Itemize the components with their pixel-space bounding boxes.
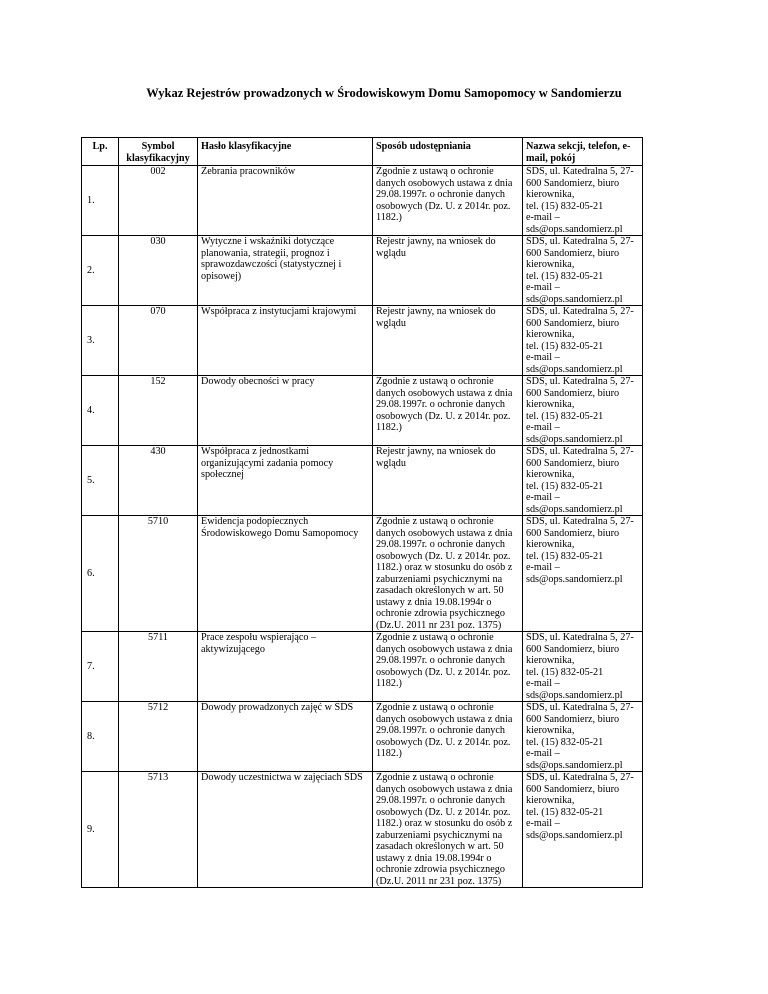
cell-haslo: Współpraca z instytucjami krajowymi bbox=[198, 306, 373, 376]
cell-sposob: Zgodnie z ustawą o ochronie danych osobowych ustawa z dnia 29.08.1997r. o ochronie danych osobowych (Dz. U. z 2014r. poz. 1182.) oraz w stosunku do osób z zaburzeniami psychicznymi na zasadach określonych w art. 50 ustawy z dnia 19.08.1994r o ochronie zdrowia psychicznego (Dz.U. 2011 nr 231 poz. 1375) bbox=[373, 516, 523, 632]
cell-nazwa: ŚDS, ul. Katedralna 5, 27-600 Sandomierz, biuro kierownika, tel. (15) 832-05-21 e-mail – sds@ops.sandomierz.pl bbox=[523, 632, 643, 702]
cell-nazwa: ŚDS, ul. Katedralna 5, 27-600 Sandomierz, biuro kierownika, tel. (15) 832-05-21 e-mail – sds@ops.sandomierz.pl bbox=[523, 702, 643, 772]
cell-nazwa: ŚDS, ul. Katedralna 5, 27-600 Sandomierz, biuro kierownika, tel. (15) 832-05-21 e-mail – sds@ops.sandomierz.pl bbox=[523, 236, 643, 306]
header-haslo: Hasło klasyfikacyjne bbox=[198, 138, 373, 166]
cell-sposob: Rejestr jawny, na wniosek do wglądu bbox=[373, 236, 523, 306]
cell-symbol: 5712 bbox=[119, 702, 198, 772]
cell-nazwa: ŚDS, ul. Katedralna 5, 27-600 Sandomierz, biuro kierownika, tel. (15) 832-05-21 e-mail – sds@ops.sandomierz.pl bbox=[523, 306, 643, 376]
table-row bbox=[82, 306, 643, 376]
header-lp: Lp. bbox=[82, 138, 119, 166]
cell-lp: 4. bbox=[82, 376, 119, 446]
cell-symbol: 430 bbox=[119, 446, 198, 516]
cell-sposob: Zgodnie z ustawą o ochronie danych osobowych ustawa z dnia 29.08.1997r. o ochronie danych osobowych (Dz. U. z 2014r. poz. 1182.) oraz w stosunku do osób z zaburzeniami psychicznymi na zasadach określonych w art. 50 ustawy z dnia 19.08.1994r o ochronie zdrowia psychicznego (Dz.U. 2011 nr 231 poz. 1375) bbox=[373, 772, 523, 888]
cell-haslo: Dowody obecności w pracy bbox=[198, 376, 373, 446]
cell-sposob: Zgodnie z ustawą o ochronie danych osobowych ustawa z dnia 29.08.1997r. o ochronie danych osobowych (Dz. U. z 2014r. poz. 1182.) bbox=[373, 632, 523, 702]
cell-haslo: Dowody uczestnictwa w zajęciach ŚDS bbox=[198, 772, 373, 888]
table-row bbox=[82, 516, 643, 632]
cell-nazwa: ŚDS, ul. Katedralna 5, 27-600 Sandomierz, biuro kierownika, tel. (15) 832-05-21 e-mail – sds@ops.sandomierz.pl bbox=[523, 516, 643, 632]
cell-nazwa: ŚDS, ul. Katedralna 5, 27-600 Sandomierz, biuro kierownika, tel. (15) 832-05-21 e-mail – sds@ops.sandomierz.pl bbox=[523, 772, 643, 888]
header-nazwa: Nazwa sekcji, telefon, e-mail, pokój bbox=[523, 138, 643, 166]
table-row bbox=[82, 702, 643, 772]
cell-nazwa: ŚDS, ul. Katedralna 5, 27-600 Sandomierz, biuro kierownika, tel. (15) 832-05-21 e-mail – sds@ops.sandomierz.pl bbox=[523, 446, 643, 516]
cell-symbol: 002 bbox=[119, 166, 198, 236]
cell-nazwa: ŚDS, ul. Katedralna 5, 27-600 Sandomierz, biuro kierownika, tel. (15) 832-05-21 e-mail – sds@ops.sandomierz.pl bbox=[523, 166, 643, 236]
registers-table bbox=[81, 137, 643, 888]
table-row bbox=[82, 632, 643, 702]
cell-nazwa: ŚDS, ul. Katedralna 5, 27-600 Sandomierz, biuro kierownika, tel. (15) 832-05-21 e-mail – sds@ops.sandomierz.pl bbox=[523, 376, 643, 446]
cell-lp: 9. bbox=[82, 772, 119, 888]
table-row bbox=[82, 446, 643, 516]
cell-sposob: Rejestr jawny, na wniosek do wglądu bbox=[373, 446, 523, 516]
cell-lp: 2. bbox=[82, 236, 119, 306]
cell-lp: 5. bbox=[82, 446, 119, 516]
cell-sposob: Zgodnie z ustawą o ochronie danych osobowych ustawa z dnia 29.08.1997r. o ochronie danych osobowych (Dz. U. z 2014r. poz. 1182.) bbox=[373, 702, 523, 772]
cell-symbol: 5710 bbox=[119, 516, 198, 632]
cell-sposob: Zgodnie z ustawą o ochronie danych osobowych ustawa z dnia 29.08.1997r. o ochronie danych osobowych (Dz. U. z 2014r. poz. 1182.) bbox=[373, 166, 523, 236]
cell-symbol: 070 bbox=[119, 306, 198, 376]
cell-haslo: Wytyczne i wskaźniki dotyczące planowania, strategii, prognoz i sprawozdawczości (statystycznej i opisowej) bbox=[198, 236, 373, 306]
cell-symbol: 5711 bbox=[119, 632, 198, 702]
cell-lp: 7. bbox=[82, 632, 119, 702]
cell-lp: 8. bbox=[82, 702, 119, 772]
cell-symbol: 152 bbox=[119, 376, 198, 446]
cell-lp: 6. bbox=[82, 516, 119, 632]
table-row bbox=[82, 166, 643, 236]
cell-haslo: Dowody prowadzonych zajęć w ŚDS bbox=[198, 702, 373, 772]
cell-sposob: Rejestr jawny, na wniosek do wglądu bbox=[373, 306, 523, 376]
cell-symbol: 5713 bbox=[119, 772, 198, 888]
table-row bbox=[82, 772, 643, 888]
table-row bbox=[82, 376, 643, 446]
cell-lp: 3. bbox=[82, 306, 119, 376]
cell-haslo: Prace zespołu wspierająco – aktywizującego bbox=[198, 632, 373, 702]
table-row bbox=[82, 236, 643, 306]
cell-lp: 1. bbox=[82, 166, 119, 236]
table-header-row bbox=[82, 138, 643, 166]
cell-haslo: Współpraca z jednostkami organizującymi zadania pomocy społecznej bbox=[198, 446, 373, 516]
cell-haslo: Zebrania pracowników bbox=[198, 166, 373, 236]
cell-sposob: Zgodnie z ustawą o ochronie danych osobowych ustawa z dnia 29.08.1997r. o ochronie danych osobowych (Dz. U. z 2014r. poz. 1182.) bbox=[373, 376, 523, 446]
cell-haslo: Ewidencja podopiecznych Środowiskowego Domu Samopomocy bbox=[198, 516, 373, 632]
header-sposob: Sposób udostępniania bbox=[373, 138, 523, 166]
cell-symbol: 030 bbox=[119, 236, 198, 306]
header-symbol: Symbol klasyfikacyjny bbox=[119, 138, 198, 166]
document-title: Wykaz Rejestrów prowadzonych w Środowiskowym Domu Samopomocy w Sandomierzu bbox=[146, 86, 622, 100]
